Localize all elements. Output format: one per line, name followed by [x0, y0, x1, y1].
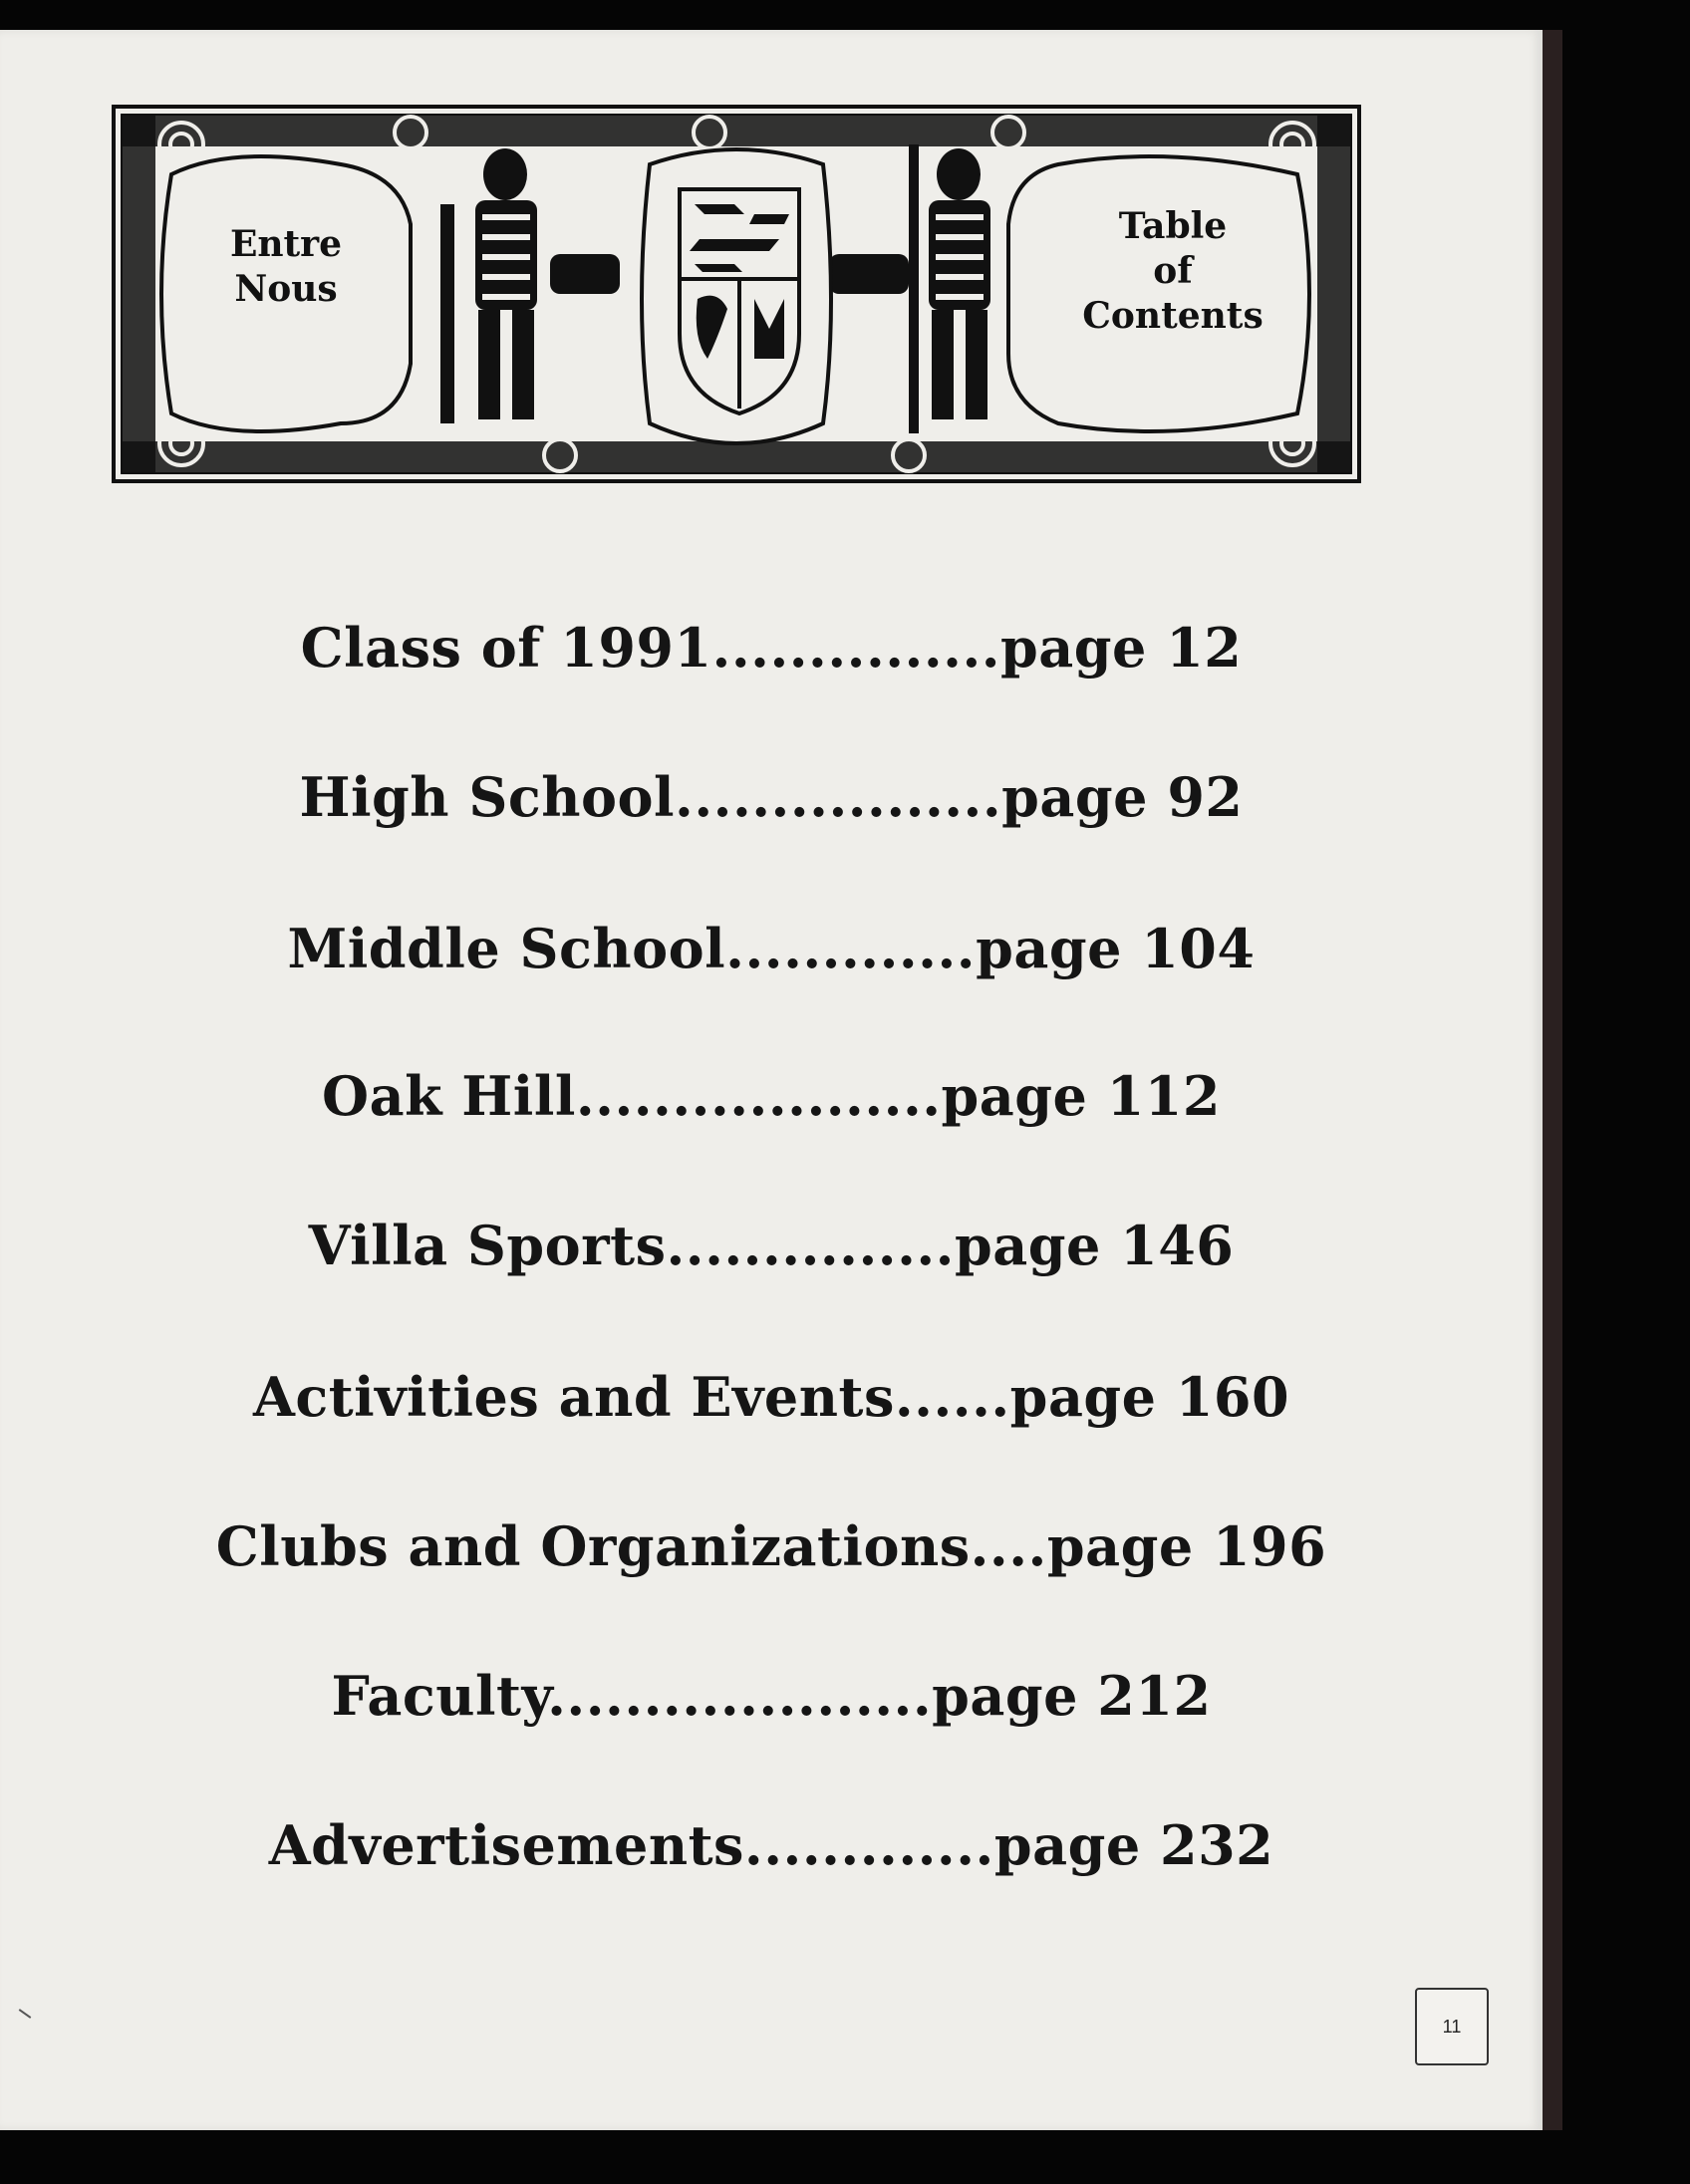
toc-entry-activities-and-events: Activities and Events......page 160	[252, 1365, 1290, 1429]
toc-entry-clubs-and-organizations: Clubs and Organizations....page 196	[215, 1514, 1327, 1578]
banner-left-line2: Nous	[234, 268, 338, 310]
toc-entry-oak-hill: Oak Hill...................page 112	[322, 1064, 1221, 1128]
toc-entry-advertisements: Advertisements.............page 232	[268, 1813, 1274, 1877]
page-number: 11	[1415, 1988, 1489, 2065]
toc-entry-high-school: High School.................page 92	[299, 765, 1244, 829]
banner-right-line3: Contents	[1082, 295, 1264, 337]
banner-right-line1: Table	[1118, 205, 1228, 247]
banner-left-line1: Entre	[229, 223, 343, 265]
yearbook-page	[0, 30, 1543, 2130]
toc-entry-faculty: Faculty....................page 212	[331, 1664, 1212, 1728]
toc-entry-middle-school: Middle School.............page 104	[287, 917, 1256, 980]
banner-right-line2: of	[1153, 250, 1193, 292]
toc-entry-class-of-1991: Class of 1991...............page 12	[300, 616, 1243, 680]
toc-entry-villa-sports: Villa Sports...............page 146	[308, 1214, 1235, 1277]
table-of-contents	[0, 30, 1543, 2130]
page-edge	[1543, 30, 1562, 2130]
